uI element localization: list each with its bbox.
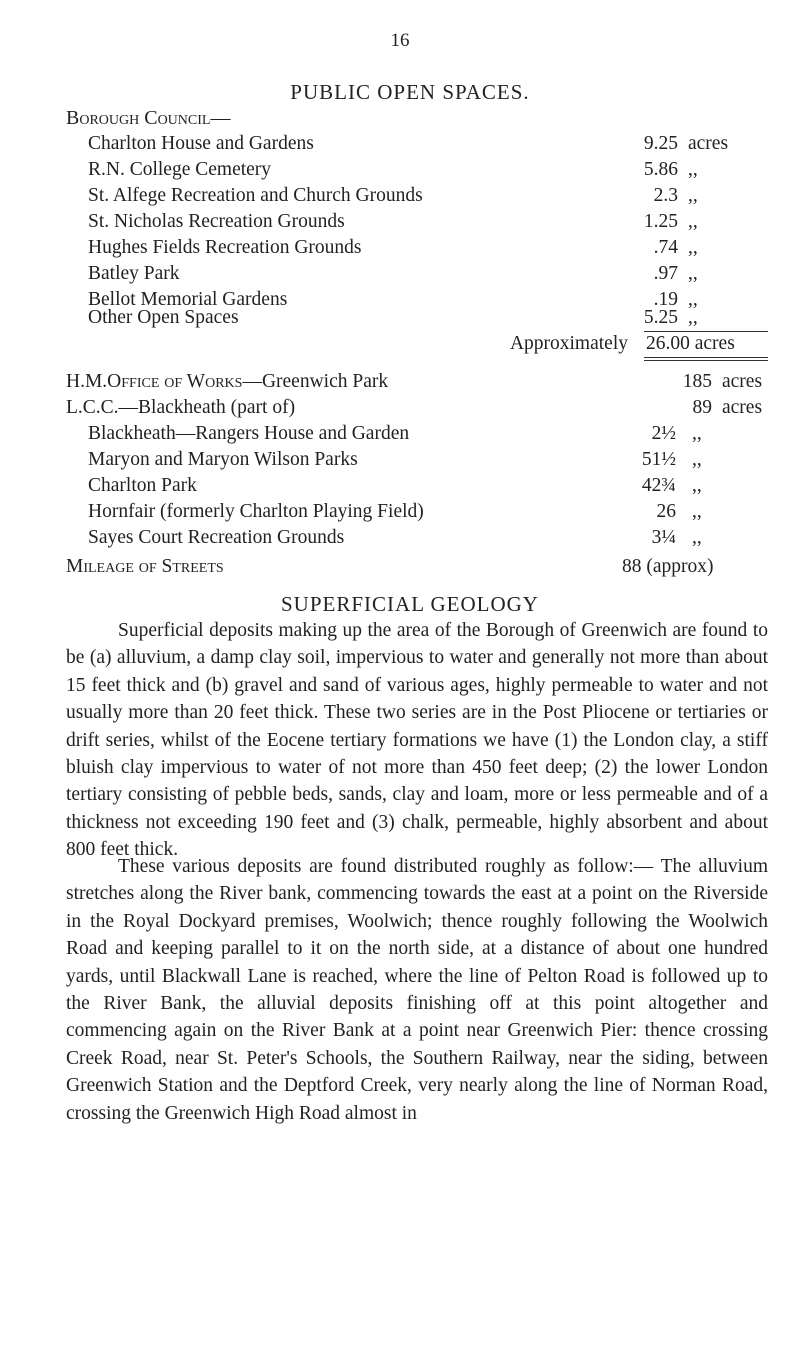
hm-prefix: H.M. xyxy=(66,371,108,392)
space-unit: ,, xyxy=(688,263,698,284)
table-row xyxy=(66,371,766,397)
space-area: .97 xyxy=(653,263,678,284)
page-number: 16 xyxy=(390,30,410,51)
space-name: Hornfair (formerly Charlton Playing Field) xyxy=(88,501,424,522)
table-row xyxy=(88,475,748,501)
public-open-spaces-heading: PUBLIC OPEN SPACES. xyxy=(290,80,530,104)
space-unit: ,, xyxy=(692,449,702,470)
hm-office-unit: acres xyxy=(722,371,763,392)
space-name: Other Open Spaces xyxy=(88,307,239,328)
space-name: St. Nicholas Recreation Grounds xyxy=(88,211,345,232)
geology-paragraph-2: These various deposits are found distributed roughly as follow:— The alluvium stretches along the River bank, commencing towards the east at a point on the Riverside in the Royal Dockyard premises, Woolwich; thence roughly following the Woolwich Road and keeping parallel to it on the north side, at a distance of about one hundred yards, until Blackwall Lane is reached, where the line of Pelton Road is followed up to the River Bank, the alluvial deposits finishing off at this point altogether and commencing again on the River Bank at a point near Greenwich Pier: thence crossing Creek Road, near St. Peter's Schools, the Southern Railway, near the siding, between Greenwich Station and the Deptford Creek, very nearly along the line of Norman Road, crossing the Greenwich High Road almost in xyxy=(66,856,768,1124)
table-row xyxy=(88,501,748,527)
space-area: 5.25 xyxy=(643,307,678,328)
mileage-text: Mileage of Streets xyxy=(66,556,224,577)
hm-office-label xyxy=(66,371,388,393)
space-area: 1.25 xyxy=(643,211,678,232)
borough-council-title: Borough Council— xyxy=(66,107,231,129)
space-name: Charlton Park xyxy=(88,475,197,496)
space-area: 9.25 xyxy=(643,133,678,154)
hm-office-name: Office of Works xyxy=(107,371,243,392)
table-row xyxy=(66,556,766,582)
space-unit: ,, xyxy=(692,475,702,496)
table-row xyxy=(88,159,698,185)
space-area: 42¾ xyxy=(641,475,676,496)
space-area: 5.86 xyxy=(643,159,678,180)
space-name: St. Alfege Recreation and Church Grounds xyxy=(88,185,423,206)
hm-office-rest: —Greenwich Park xyxy=(242,371,389,392)
space-name: Batley Park xyxy=(88,263,180,284)
table-row xyxy=(88,237,698,263)
space-unit: ,, xyxy=(692,527,702,548)
space-unit: ,, xyxy=(692,423,702,444)
superficial-geology-heading: SUPERFICIAL GEOLOGY xyxy=(281,592,539,616)
space-name: Sayes Court Recreation Grounds xyxy=(88,527,345,548)
space-name: Hughes Fields Recreation Grounds xyxy=(88,237,362,258)
space-unit: ,, xyxy=(688,159,698,180)
mileage-value: 88 (approx) xyxy=(622,556,714,577)
space-unit: ,, xyxy=(688,185,698,206)
space-name: R.N. College Cemetery xyxy=(88,159,272,180)
space-unit: acres xyxy=(688,133,729,154)
hm-office-area: 185 xyxy=(682,371,712,392)
table-row xyxy=(88,527,748,553)
space-area: 51½ xyxy=(641,449,676,470)
table-row xyxy=(88,307,698,333)
space-name: Charlton House and Gardens xyxy=(88,133,314,154)
lcc-unit: acres xyxy=(722,397,763,418)
mileage-label xyxy=(66,556,224,578)
space-name: Bellot Memorial Gardens xyxy=(88,289,288,310)
space-area: .19 xyxy=(653,289,678,310)
approximately-label: Approximately xyxy=(509,333,628,354)
total-rule-bottom xyxy=(644,357,768,358)
space-area: 2½ xyxy=(651,423,676,444)
space-name: Blackheath—Rangers House and Garden xyxy=(88,423,410,444)
space-unit: ,, xyxy=(688,289,698,310)
space-area: .74 xyxy=(653,237,678,258)
space-unit: ,, xyxy=(692,501,702,522)
space-unit: ,, xyxy=(688,211,698,232)
space-area: 3¼ xyxy=(651,527,676,548)
space-unit: ,, xyxy=(688,307,698,328)
table-row xyxy=(88,133,729,159)
total-rule-double xyxy=(644,360,768,361)
table-row xyxy=(66,397,766,423)
lcc-label: L.C.C.—Blackheath (part of) xyxy=(66,397,296,418)
space-area: 2.3 xyxy=(653,185,678,206)
table-row xyxy=(88,423,748,449)
lcc-area: 89 xyxy=(692,397,712,418)
table-row xyxy=(88,185,698,211)
space-unit: ,, xyxy=(688,237,698,258)
table-row xyxy=(88,263,698,289)
geology-paragraph-1: Superficial deposits making up the area of the Borough of Greenwich are found to be (a) alluvium, a damp clay soil, impervious to water and generally not more than about 15 feet thick and (b) gravel and sand of various ages, highly permeable to water and not usually more than 20 feet thick. These two series are in the Post Pliocene or tertiaries or drift series, whilst of the Eocene tertiary formations we have (1) the London clay, a stiff bluish clay impervious to water of not more than 450 feet deep; (2) the lower London tertiary consisting of pebble beds, sands, clay and loam, more or less permeable and of a thickness not exceeding 190 feet and (3) chalk, permeable, highly absorbent and about 800 feet thick. xyxy=(66,620,768,861)
total-acres: 26.00 acres xyxy=(646,333,735,354)
space-name: Maryon and Maryon Wilson Parks xyxy=(88,449,358,470)
table-row xyxy=(88,449,748,475)
space-area: 26 xyxy=(656,501,676,522)
total-rule-top xyxy=(644,331,768,332)
table-row xyxy=(88,211,698,237)
